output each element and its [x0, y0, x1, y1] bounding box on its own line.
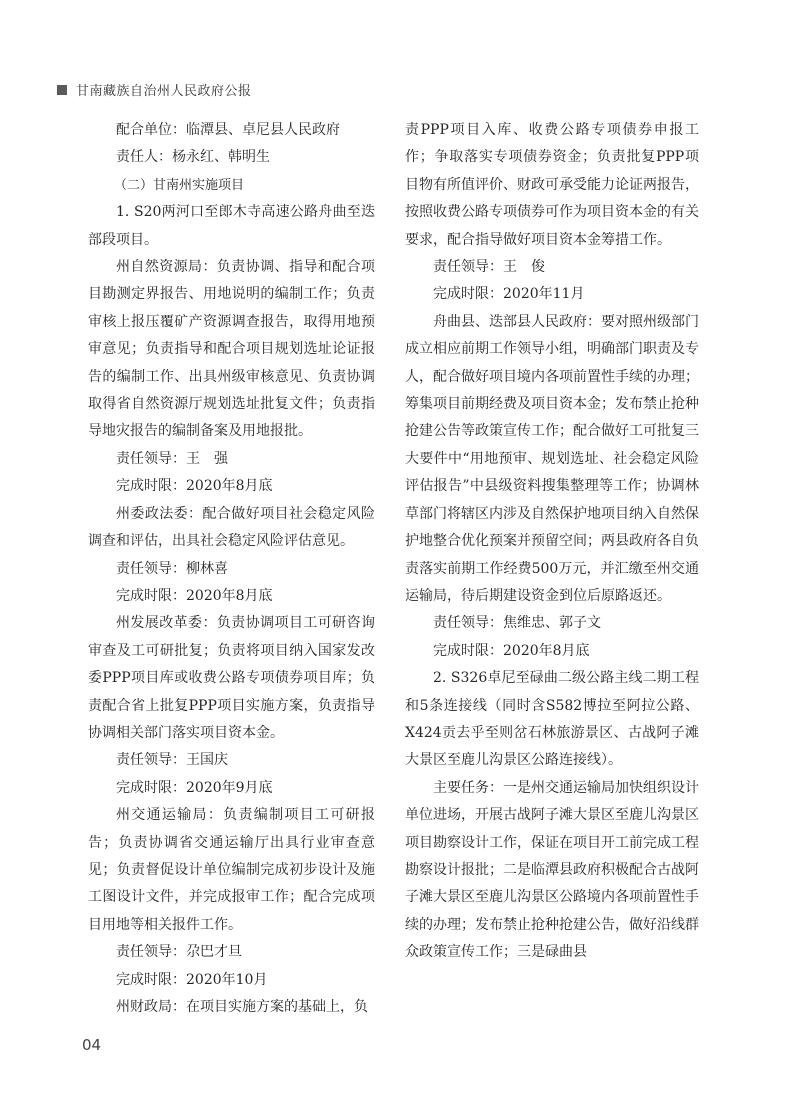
paragraph: 州委政法委：配合做好项目社会稳定风险调查和评估，出具社会稳定风险评估意见。 — [88, 505, 375, 550]
paragraph: 责任领导：焦维忠、郭子文 — [433, 615, 601, 632]
paragraph: 责任领导：尕巴才旦 — [116, 944, 242, 961]
paragraph: 配合单位：临潭县、卓尼县人民政府 — [116, 122, 340, 138]
header-title: 甘南藏族自治州人民政府公报 — [76, 84, 252, 99]
paragraph: （二）甘南州实施项目 — [114, 177, 245, 193]
paragraph: 责任人：杨永红、韩明生 — [116, 149, 270, 166]
paragraph: 完成时限：2020年10月 — [116, 971, 268, 988]
paragraph: 2. S326卓尼至碌曲二级公路主线二期工程和5条连接线（同时含S582博拉至阿拉公路、X424贡去乎至则岔石林旅游景区、古战阿子滩大景区至鹿儿沟景区公路连接线）。 — [405, 670, 699, 769]
paragraph: 州交通运输局：负责编制项目工可研报告；负责协调省交通运输厅出具行业审查意见；负责督促设计单位编制完成初步设计及施工图设计文件，并完成报审工作；配合完成项目用地等相关报件工作。 — [88, 807, 375, 933]
paragraph: 完成时限：2020年9月底 — [116, 779, 273, 796]
paragraph: 完成时限：2020年8月底 — [433, 642, 590, 659]
paragraph: 完成时限：2020年8月底 — [116, 587, 273, 604]
paragraph: 完成时限：2020年8月底 — [116, 478, 273, 495]
right-column — [405, 117, 699, 967]
paragraph: 责任领导：王 强 — [116, 450, 228, 467]
paragraph: 州自然资源局：负责协调、指导和配合项目勘测定界报告、用地说明的编制工作；负责审核上报压覆矿产资源调查报告，取得用地预审意见；负责指导和配合项目规划选址论证报告的编制工作、出具州级审核意见、负责协调取得省自然资源厅规划选址批复文件；负责指导地灾报告的编制备案及用地报批。 — [88, 259, 375, 440]
paragraph: 州发展改革委：负责协调项目工可研咨询审查及工可研批复；负责将项目纳入国家发改委PPP项目库或收费公路专项债券项目库；负责配合省上批复PPP项目实施方案，负责指导协调相关部门落实项目资本金。 — [88, 615, 375, 741]
paragraph: 责任领导：柳林喜 — [116, 560, 228, 577]
header-square-icon — [57, 85, 67, 95]
paragraph: 完成时限：2020年11月 — [433, 286, 585, 303]
page-header — [57, 80, 252, 99]
paragraph: 主要任务：一是州交通运输局加快组织设计单位进场，开展古战阿子滩大景区至鹿儿沟景区项目勘察设计工作，保证在项目开工前完成工程勘察设计报批；二是临潭县政府积极配合古战阿子滩大景区至鹿儿沟景区公路境内各项前置性手续的办理；发布禁止抢种抢建公告，做好沿线群众政策宣传工作；三是碌曲县 — [405, 779, 699, 961]
paragraph: 责任领导：王 俊 — [433, 259, 545, 276]
paragraph: 舟曲县、迭部县人民政府：要对照州级部门成立相应前期工作领导小组，明确部门职责及专人，配合做好项目境内各项前置性手续的办理；筹集项目前期经费及项目资本金；发布禁止抢种抢建公告等政策宣传工作；配合做好工可批复三大要件中“用地预审、规划选址、社会稳定风险评估报告”中县级资料搜集整理等工作；协调林草部门将辖区内涉及自然保护地项目纳入自然保护地整合优化预案并预留空间；两县政府各自负责落实前期工作经费500万元，并汇缴至州交通运输局，待后期建设资金到位后原路返还。 — [405, 313, 699, 604]
page-number: 04 — [82, 1036, 102, 1054]
paragraph: 责PPP项目入库、收费公路专项债券申报工作；争取落实专项债券资金；负责批复PPP项目物有所值评价、财政可承受能力论证两报告，按照收费公路专项债券可作为项目资本金的有关要求，配合指导做好项目资本金筹措工作。 — [405, 122, 699, 248]
paragraph: 州财政局：在项目实施方案的基础上，负 — [116, 999, 368, 1015]
paragraph: 1. S20两河口至郎木寺高速公路舟曲至迭部段项目。 — [88, 204, 375, 248]
paragraph: 责任领导：王国庆 — [116, 752, 228, 769]
left-column — [88, 117, 375, 1021]
